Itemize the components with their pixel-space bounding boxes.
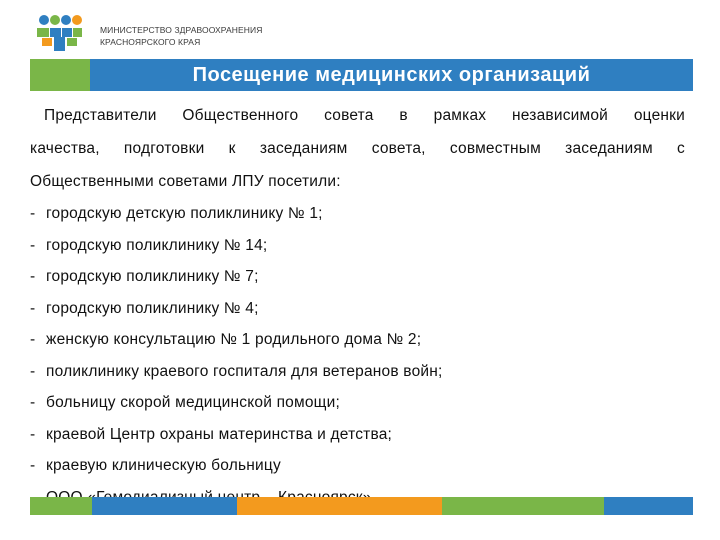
list-item-text: больницу скорой медицинской помощи;	[46, 394, 340, 411]
ministry-name	[100, 24, 262, 48]
footer-segment	[92, 497, 237, 515]
list-item-text: городскую поликлинику № 7;	[46, 268, 259, 285]
list-marker: -	[30, 268, 36, 285]
list-item-text: поликлинику краевого госпиталя для ветеранов войн;	[46, 362, 443, 380]
ministry-logo-icon	[34, 14, 84, 54]
list-item	[30, 230, 685, 262]
list-item	[30, 324, 685, 356]
list-item	[30, 198, 685, 230]
list-marker: -	[30, 299, 36, 317]
title-bar	[30, 59, 693, 91]
list-marker: -	[30, 425, 36, 443]
footer-segment	[30, 497, 92, 515]
list-marker: -	[30, 331, 36, 348]
list-item-text: краевой Центр охраны материнства и детства;	[46, 425, 393, 443]
list-item-text: краевую клиническую больницу	[46, 457, 281, 474]
list-item	[30, 356, 685, 388]
list-item	[30, 450, 685, 482]
ministry-line-2: КРАСНОЯРСКОГО КРАЯ	[100, 37, 201, 47]
list-item-text: женскую консультацию № 1 родильного дома № 2;	[46, 331, 422, 348]
title-bar-accent	[30, 59, 90, 91]
list-marker: -	[30, 457, 36, 474]
ministry-line-1: МИНИСТЕРСТВО ЗДРАВООХРАНЕНИЯ	[100, 25, 263, 35]
intro-line-2: качества, подготовки к заседаниям совета, совместным заседаниям с	[30, 140, 685, 157]
list-item	[30, 261, 685, 293]
list-marker: -	[30, 236, 36, 254]
list-item	[30, 419, 685, 451]
main-content	[30, 99, 685, 513]
footer-segment	[442, 497, 604, 515]
visited-organizations-list	[30, 198, 685, 513]
list-item-text: городскую поликлинику № 14;	[46, 236, 268, 254]
list-marker: -	[30, 394, 36, 411]
page-title: Посещение медицинских организаций	[90, 59, 693, 91]
list-item	[30, 293, 685, 325]
footer-segment	[237, 497, 442, 515]
list-marker: -	[30, 205, 36, 222]
footer-segment	[604, 497, 693, 515]
list-item-text: городскую детскую поликлинику № 1;	[46, 205, 323, 222]
intro-line-1: Представители Общественного совета в рамках независимой оценки	[44, 107, 685, 124]
footer-color-bar	[30, 497, 693, 515]
list-marker: -	[30, 362, 36, 380]
intro-line-3: Общественными советами ЛПУ посетили:	[30, 173, 341, 190]
list-item-text: городскую поликлинику № 4;	[46, 299, 259, 317]
list-item	[30, 387, 685, 419]
